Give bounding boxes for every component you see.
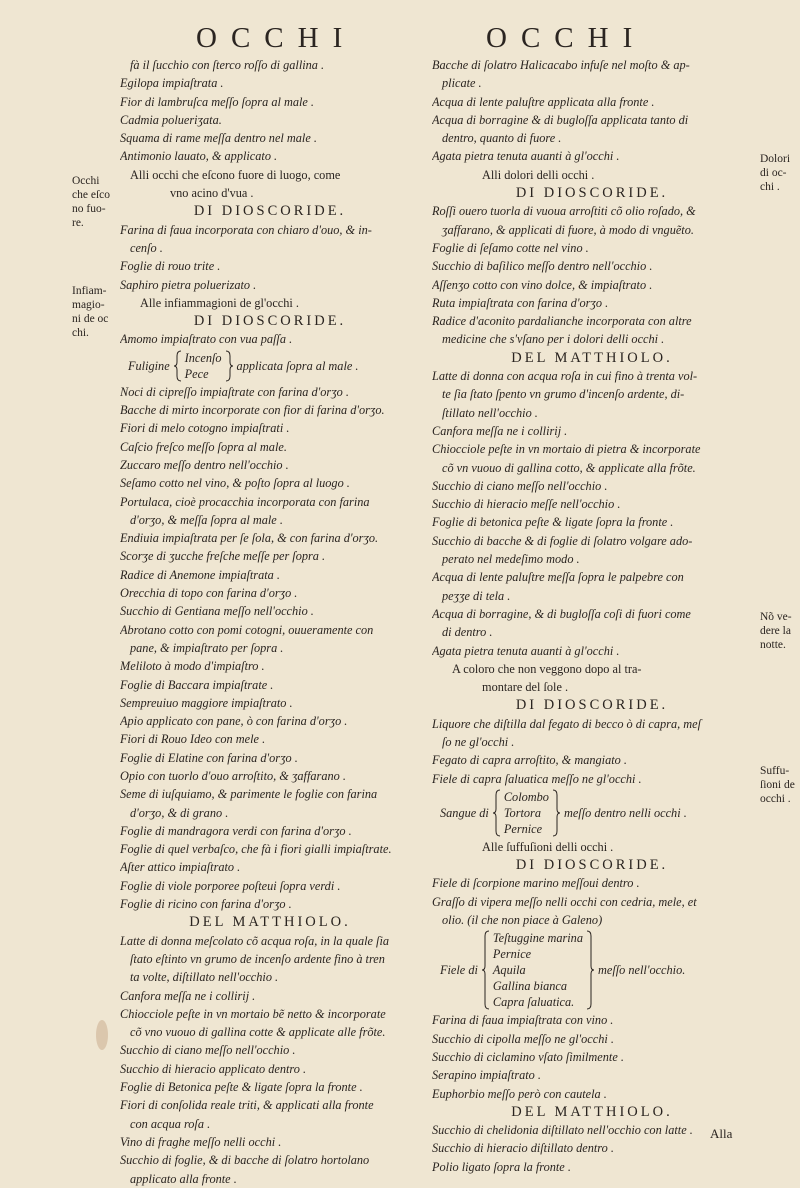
section-heading: DI DIOSCORIDE.: [193, 313, 347, 330]
margin-note-line: no fuo-: [72, 203, 106, 215]
section-heading: DEL MATTHIOLO.: [511, 1103, 673, 1120]
remedy-line: Opio con tuorlo d'ouo arroſtito, & ʒaffarano .: [120, 768, 346, 783]
remedy-line: Apio applicato con pane, ò con farina d'orʒo .: [120, 714, 348, 729]
remedy-line: di dentro .: [442, 625, 493, 640]
remedy-line: Succhio di hieracio meſſe nell'occhio .: [432, 497, 621, 512]
remedy-line: Fiele di ſcorpione marino meſſoui dentro .: [432, 876, 640, 891]
section-heading: DI DIOSCORIDE.: [193, 203, 347, 220]
remedy-line: Acqua di lente paluſtre meſſa ſopra le palpebre con: [432, 570, 684, 585]
remedy-line: Antimonio lauato, & applicato .: [120, 149, 278, 164]
margin-note-line: Nõ ve-: [760, 611, 792, 623]
brace2-group-items: [501, 789, 552, 837]
remedy-line: Fiori di Rouo Ideo con mele .: [120, 732, 266, 747]
brace3-group-item: Capra ſaluatica.: [492, 995, 575, 1010]
remedy-line: medicine che s'vſano per i dolori delli occhi .: [442, 332, 665, 347]
remedy-line: Bacche di mirto incorporate con fior di farina d'orʒo.: [120, 403, 385, 418]
rubric-line: vno acino d'vua .: [170, 186, 254, 201]
remedy-line: Succhio di chelidonia diſtillato nell'occhio con latte .: [432, 1123, 693, 1138]
margin-note-line: chi .: [760, 181, 780, 193]
remedy-line: Egilopa impiaſtrata .: [120, 76, 224, 91]
margin-note-line: che eſco: [72, 189, 110, 201]
margin-note-line: notte.: [760, 639, 786, 651]
remedy-line: Succhio di cipolla meſſo ne gl'occhi .: [432, 1031, 614, 1046]
remedy-line: Vino di fraghe meſſo nelli occhi .: [120, 1134, 282, 1149]
remedy-line: Fior di lambruſca meſſo ſopra al male .: [120, 94, 315, 109]
remedy-line: olio. (il che non piace à Galeno): [442, 913, 603, 928]
remedy-line: Foglie di Elatine con farina d'orʒo .: [120, 750, 298, 765]
margin-note-left-1: [72, 174, 110, 230]
remedy-line: Foglie di betonica peſte & ligate ſopra la fronte .: [432, 515, 674, 530]
remedy-line: Canfora meſſa ne i collirij .: [120, 988, 256, 1003]
remedy-line: plicate .: [442, 76, 482, 91]
remedy-line: Seſamo cotto nel vino, & poſto ſopra al luogo .: [120, 476, 350, 491]
brace1-group-prefix: Fuligine: [128, 358, 170, 373]
rubric-line: Alli dolori delli occhi .: [482, 167, 595, 182]
margin-note-line: Suffu-: [760, 765, 790, 777]
brace3-group-item: Teſtuggine marina: [492, 931, 583, 946]
remedy-line: Agata pietra tenuta auanti à gl'occhi .: [432, 643, 620, 658]
rubric-line: A coloro che non veggono dopo al tra-: [452, 661, 642, 676]
remedy-line: Latte di donna meſcolato cõ acqua roſa, in la quale ſia: [120, 933, 390, 948]
remedy-line: ta volte, diſtillato nell'occhio .: [130, 970, 279, 985]
remedy-line: cenſo .: [130, 240, 163, 255]
remedy-line: cõ vn vuouo di gallina cotto, & applicate alla frõte.: [442, 460, 696, 475]
remedy-line: Fegato di capra arroſtito, & mangiato .: [432, 753, 627, 768]
remedy-line: Chiocciole peſte in vn mortaio di pietra & incorporate: [432, 442, 701, 457]
remedy-line: Euphorbio meſſo però con cautela .: [432, 1086, 607, 1101]
right-column: [432, 56, 752, 1176]
remedy-line: Foglie di rouo trite .: [120, 259, 221, 274]
brace1-group-brace-l: [174, 350, 182, 382]
catchword: Alla: [710, 1126, 733, 1141]
margin-note-right-3: [760, 764, 795, 806]
remedy-line: Caſcio freſco meſſo ſopra al male.: [120, 439, 287, 454]
brace2-group: [432, 788, 752, 838]
remedy-line: Roſſi ouero tuorla di vuoua arroſtiti cõ olio roſado, &: [432, 204, 696, 219]
brace3-group-items: [490, 930, 586, 1010]
remedy-line: Saphiro pietra poluerizato .: [120, 277, 257, 292]
brace3-group-brace-r: [586, 930, 594, 1010]
remedy-line: Foglie di quel verbaſco, che fà i fiori gialli impiaſtrate.: [120, 842, 392, 857]
remedy-line: applicato alla fronte .: [130, 1171, 237, 1186]
brace1-group-item: Pece: [184, 366, 209, 381]
remedy-line: Meliloto à modo d'impiaſtro .: [120, 659, 265, 674]
brace3-group-suffix: meſſo nell'occhio.: [597, 963, 686, 978]
remedy-line: Radice di Anemone impiaſtrata .: [120, 567, 280, 582]
remedy-line: Succhio di baſilico meſſo dentro nell'occhio .: [432, 259, 653, 274]
remedy-line: Bacche di ſolatro Halicacabo infuſe nel moſto & ap-: [432, 58, 690, 72]
remedy-line: Noci di cipreſſo impiaſtrate con farina d'orʒo .: [120, 384, 349, 399]
remedy-line: Foglie di Betonica peſte & ligate ſopra la fronte .: [120, 1080, 363, 1095]
remedy-line: Succhio di Gentiana meſſo nell'occhio .: [120, 604, 314, 619]
remedy-line: Acqua di lente paluſtre applicata alla fronte .: [432, 94, 655, 109]
remedy-line: Squama di rame meſſa dentro nel male .: [120, 131, 317, 146]
remedy-line: Foglie di viole porporee poſteui ſopra verdi .: [120, 878, 341, 893]
margin-note-line: ſioni de: [760, 779, 795, 791]
remedy-line: Foglie di Baccara impiaſtrate .: [120, 677, 274, 692]
remedy-line: Aſſenʒo cotto con vino dolce, & impiaſtrato .: [432, 277, 653, 292]
brace2-group-item: Tortora: [503, 805, 541, 820]
remedy-line: ʒaffarano, & applicati di fuore, à modo di vnguẽto.: [442, 222, 694, 237]
remedy-line: Ruta impiaſtrata con farina d'orʒo .: [432, 295, 609, 310]
margin-note-line: chi.: [72, 327, 89, 339]
remedy-line: peʒʒe di tela .: [442, 588, 511, 603]
remedy-line: Succhio di ciclamino vſato ſimilmente .: [432, 1049, 624, 1064]
remedy-line: fà il ſucchio con ſterco roſſo di gallina .: [130, 58, 325, 72]
section-heading: DI DIOSCORIDE.: [515, 185, 669, 202]
remedy-line: Abrotano cotto con pomi cotogni, ouueramente con: [120, 622, 374, 637]
brace2-group-brace-r: [552, 789, 560, 837]
remedy-line: Foglie di mandragora verdi con farina d'orʒo .: [120, 823, 352, 838]
remedy-line: Fiori di conſolida reale triti, & applicati alla fronte: [120, 1098, 374, 1113]
brace3-group-item: Gallina bianca: [492, 979, 568, 994]
margin-note-line: ni de oc: [72, 313, 109, 325]
remedy-line: Aſter attico impiaſtrato .: [120, 860, 241, 875]
remedy-line: Farina di faua impiaſtrata con vino .: [432, 1013, 614, 1028]
remedy-line: te ſia ſtato ſpento vn grumo d'incenſo ardente, di-: [442, 387, 685, 402]
remedy-line: Orecchia di topo con farina d'orʒo .: [120, 586, 298, 601]
remedy-line: Zuccaro meſſo dentro nell'occhio .: [120, 457, 289, 472]
remedy-line: Scorʒe di ʒucche freſche meſſe per ſopra .: [120, 549, 326, 564]
brace3-group-brace-l: [482, 930, 490, 1010]
brace1-group-suffix: applicata ſopra al male .: [236, 358, 359, 373]
remedy-line: Portulaca, cioè procacchia incorporata con farina: [120, 494, 370, 509]
remedy-line: d'orʒo, & di grano .: [130, 805, 229, 820]
remedy-line: Foglie di ricino con farina d'orʒo .: [120, 897, 292, 912]
remedy-line: pane, & impiaſtrato per ſopra .: [130, 640, 284, 655]
remedy-line: d'orʒo, & meſſa ſopra al male .: [130, 512, 283, 527]
remedy-line: Succhio di ciano meſſo nell'occhio .: [120, 1043, 296, 1058]
brace2-group-brace-l: [493, 789, 501, 837]
remedy-line: ſtato eſtinto vn grumo de incenſo ardente fino à tren: [130, 951, 385, 966]
remedy-line: Succhio di hieracio diſtillato dentro .: [432, 1141, 614, 1156]
remedy-line: Fiori di melo cotogno impiaſtrati .: [120, 421, 290, 436]
margin-note-line: dere la: [760, 625, 791, 637]
rubric-line: Alli occhi che eſcono fuore di luogo, come: [130, 167, 341, 182]
remedy-line: Canfora meſſa ne i collirij .: [432, 423, 568, 438]
rubric-line: Alle infiammagioni de gl'occhi .: [140, 295, 299, 310]
brace2-group-item: Colombo: [503, 789, 549, 804]
remedy-line: Agata pietra tenuta auanti à gl'occhi .: [432, 149, 620, 164]
remedy-line: Fiele di capra ſaluatica meſſo ne gl'occhi .: [432, 771, 642, 786]
brace1-group: [120, 349, 420, 383]
remedy-line: Endiuia impiaſtrata per ſe ſola, & con farina d'orʒo.: [120, 531, 379, 546]
margin-note-left-2: [72, 284, 108, 340]
brace2-group-prefix: Sangue di: [440, 805, 489, 820]
margin-note-line: magio-: [72, 299, 105, 311]
brace1-group-item: Incenſo: [184, 350, 222, 365]
brace2-group-suffix: meſſo dentro nelli occhi .: [563, 805, 687, 820]
remedy-line: Succhio di ciano meſſo nell'occhio .: [432, 478, 608, 493]
section-heading: DI DIOSCORIDE.: [515, 857, 669, 874]
brace1-group-brace-r: [225, 350, 233, 382]
remedy-line: Acqua di borragine & di bugloſſa applicata tanto di: [432, 112, 689, 127]
paper-stain: [96, 1020, 108, 1050]
margin-note-right-2: [760, 610, 792, 652]
section-heading: DEL MATTHIOLO.: [511, 349, 673, 366]
rubric-line: montare del ſole .: [482, 680, 569, 695]
section-heading: DI DIOSCORIDE.: [515, 697, 669, 714]
remedy-line: Polio ligato ſopra la fronte .: [432, 1159, 571, 1174]
brace3-group-item: Aquila: [492, 963, 526, 978]
remedy-line: Farina di faua incorporata con chiaro d'ouo, & in-: [120, 222, 372, 237]
brace1-group-items: [182, 350, 225, 382]
remedy-line: Succhio di foglie, & di bacche di ſolatro hortolano: [120, 1153, 370, 1168]
remedy-line: Graſſo di vipera meſſo nelli occhi con cedria, mele, et: [432, 894, 697, 909]
remedy-line: Serapino impiaſtrato .: [432, 1068, 541, 1083]
rubric-line: Alle ſuffuſioni delli occhi .: [482, 839, 614, 854]
margin-note-line: Dolori: [760, 153, 791, 165]
remedy-line: Chiocciole peſte in vn mortaio bẽ netto & incorporate: [120, 1006, 386, 1021]
remedy-line: Succhio di bacche & di foglie di ſolatro volgare ado-: [432, 533, 693, 548]
margin-note-line: di oc-: [760, 167, 787, 179]
margin-note-line: occhi .: [760, 793, 791, 805]
remedy-line: Cadmia polueriʒata.: [120, 112, 222, 127]
remedy-line: perato nel medeſimo modo .: [442, 552, 580, 567]
remedy-line: Amomo impiaſtrato con vua paſſa .: [120, 332, 293, 347]
margin-note-line: re.: [72, 217, 84, 229]
running-head-left: OCCHI: [196, 22, 357, 54]
remedy-line: cõ vno vuouo di gallina cotte & applicate alle frõte.: [130, 1025, 386, 1040]
brace3-group-prefix: Fiele di: [440, 963, 478, 978]
remedy-line: ſo ne gl'occhi .: [442, 734, 515, 749]
brace3-group: [432, 929, 752, 1011]
remedy-line: con acqua roſa .: [130, 1116, 211, 1131]
brace3-group-item: Pernice: [492, 947, 532, 962]
remedy-line: Radice d'aconito pardalianche incorporata con altre: [432, 314, 692, 329]
margin-note-line: Occhi: [72, 175, 100, 187]
remedy-line: Sempreuiuo maggiore impiaſtrato .: [120, 695, 293, 710]
section-heading: DEL MATTHIOLO.: [189, 914, 351, 931]
remedy-line: ſtillato nell'occhio .: [442, 405, 538, 420]
remedy-line: Latte di donna con acqua roſa in cui fino à trenta vol-: [432, 369, 698, 384]
remedy-line: Acqua di borragine, & di bugloſſa coſi di fuori come: [432, 606, 691, 621]
margin-note-line: Infiam-: [72, 285, 107, 297]
remedy-line: dentro, quanto di fuore .: [442, 131, 562, 146]
remedy-line: Succhio di hieracio applicato dentro .: [120, 1061, 307, 1076]
remedy-line: Seme di iuſquiamo, & parimente le foglie con farina: [120, 787, 378, 802]
remedy-line: Foglie di ſeſamo cotte nel vino .: [432, 240, 589, 255]
left-column: [120, 56, 420, 1188]
remedy-line: Liquore che diſtilla dal fegato di becco ò di capra, meſ: [432, 716, 702, 731]
running-head-right: OCCHI: [486, 22, 647, 54]
margin-note-right-1: [760, 152, 790, 194]
brace2-group-item: Pernice: [503, 821, 543, 836]
